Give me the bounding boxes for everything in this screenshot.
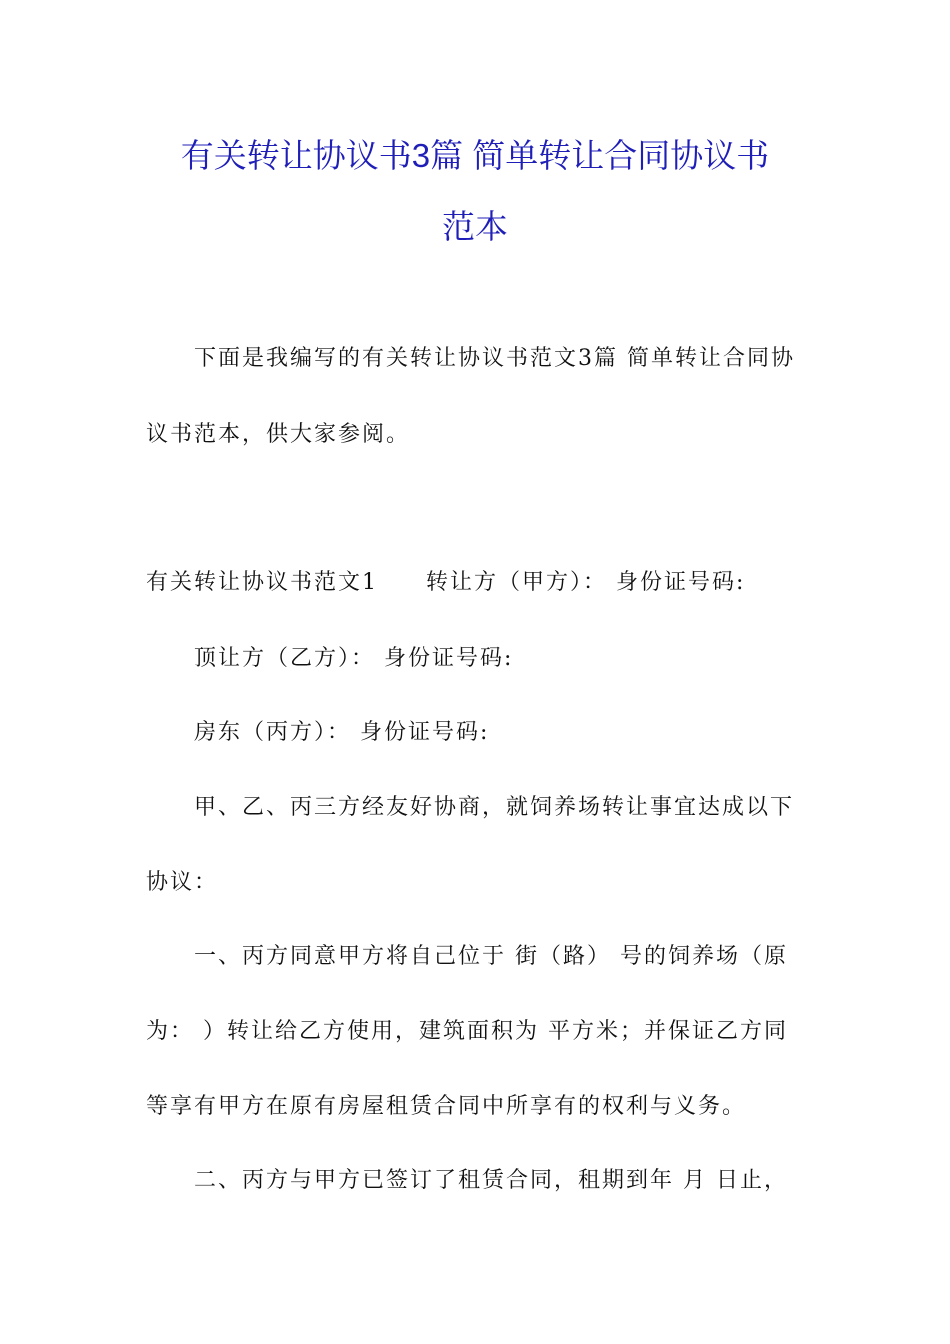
transferor-line: 转让方（甲方）： 身份证号码:: [426, 570, 746, 595]
agreement-paragraph-line-1: 甲、乙、丙三方经友好协商，就饲养场转让事宜达成以下: [194, 795, 795, 820]
clause-1-line-3: 等享有甲方在原有房屋租赁合同中所享有的权利与义务。: [146, 1094, 747, 1119]
section-heading: 有关转让协议书范文1: [146, 570, 378, 595]
document-title-line-1: 有关转让协议书3篇 简单转让合同协议书: [180, 137, 770, 174]
intro-paragraph-line-1: 下面是我编写的有关转让协议书范文3篇 简单转让合同协: [194, 346, 795, 371]
clause-1-line-2: 为： ）转让给乙方使用，建筑面积为 平方米；并保证乙方同: [146, 1019, 788, 1044]
transferee-line: 顶让方（乙方）： 身份证号码:: [194, 646, 514, 671]
agreement-paragraph-line-2: 协议：: [146, 870, 219, 895]
clause-1-line-1: 一、丙方同意甲方将自己位于 街（路） 号的饲养场（原: [194, 944, 788, 969]
landlord-line: 房东（丙方）： 身份证号码:: [194, 720, 490, 745]
document-title-line-2: 范本: [442, 208, 508, 245]
section-heading-row: [146, 568, 745, 598]
intro-paragraph-line-2: 议书范本，供大家参阅。: [146, 422, 411, 447]
clause-2-line-1: 二、丙方与甲方已签订了租赁合同，租期到年 月 日止，: [194, 1168, 788, 1193]
